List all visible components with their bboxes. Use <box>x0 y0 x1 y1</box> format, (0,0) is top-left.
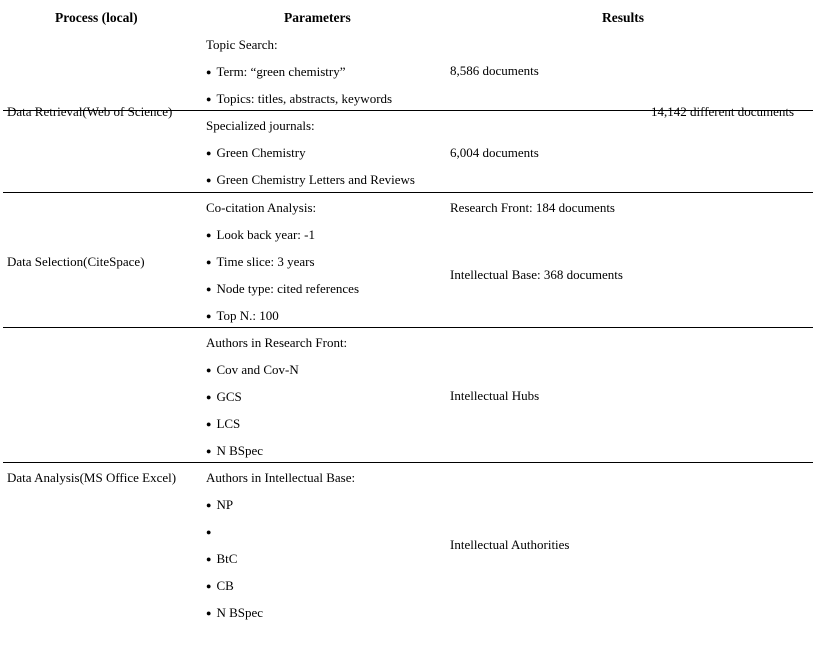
list-item: ● NP <box>206 497 233 514</box>
specialized-journals-title: Specialized journals: <box>206 118 315 133</box>
process-data-analysis: Data Analysis(MS Office Excel) <box>7 470 177 485</box>
intellectual-hubs-result: Intellectual Hubs <box>450 388 540 403</box>
authors-base-title: Authors in Intellectual Base: <box>206 470 356 485</box>
list-item: ● Term: “green chemistry” <box>206 64 345 81</box>
topic-search-result: 8,586 documents <box>450 63 539 78</box>
authors-front-title: Authors in Research Front: <box>206 335 348 350</box>
list-item: ● Node type: cited references <box>206 281 359 298</box>
journals-result: 6,004 documents <box>450 145 539 160</box>
co-citation-title: Co-citation Analysis: <box>206 200 317 215</box>
row-divider <box>3 327 813 328</box>
list-item: ● Cov and Cov-N <box>206 362 299 379</box>
list-item <box>206 524 216 541</box>
header-results: Results <box>602 10 645 25</box>
list-item: ● Top N.: 100 <box>206 308 279 325</box>
topic-search-title: Topic Search: <box>206 37 278 52</box>
row-divider <box>3 192 813 193</box>
list-item: ● N BSpec <box>206 605 263 622</box>
intellectual-authorities-result: Intellectual Authorities <box>450 537 570 552</box>
header-parameters: Parameters <box>284 10 351 25</box>
row-divider <box>3 462 813 463</box>
process-data-retrieval: Data Retrieval(Web of Science) <box>7 104 173 119</box>
row-divider <box>3 110 813 111</box>
list-item: ● Green Chemistry <box>206 145 306 162</box>
list-item: ● GCS <box>206 389 242 406</box>
list-item: ● CB <box>206 578 234 595</box>
list-item: ● Topics: titles, abstracts, keywords <box>206 91 392 108</box>
list-item: ● N BSpec <box>206 443 263 460</box>
header-process: Process (local) <box>55 10 138 25</box>
list-item: ● Time slice: 3 years <box>206 254 315 271</box>
intellectual-base-result: Intellectual Base: 368 documents <box>450 267 623 282</box>
list-item: ● LCS <box>206 416 240 433</box>
total-documents-result: 14,142 different documents <box>651 104 795 119</box>
list-item: ● BtC <box>206 551 237 568</box>
list-item: ● Green Chemistry Letters and Reviews <box>206 172 415 189</box>
process-data-selection: Data Selection(CiteSpace) <box>7 254 145 269</box>
research-front-result: Research Front: 184 documents <box>450 200 615 215</box>
list-item: ● Look back year: -1 <box>206 227 315 244</box>
